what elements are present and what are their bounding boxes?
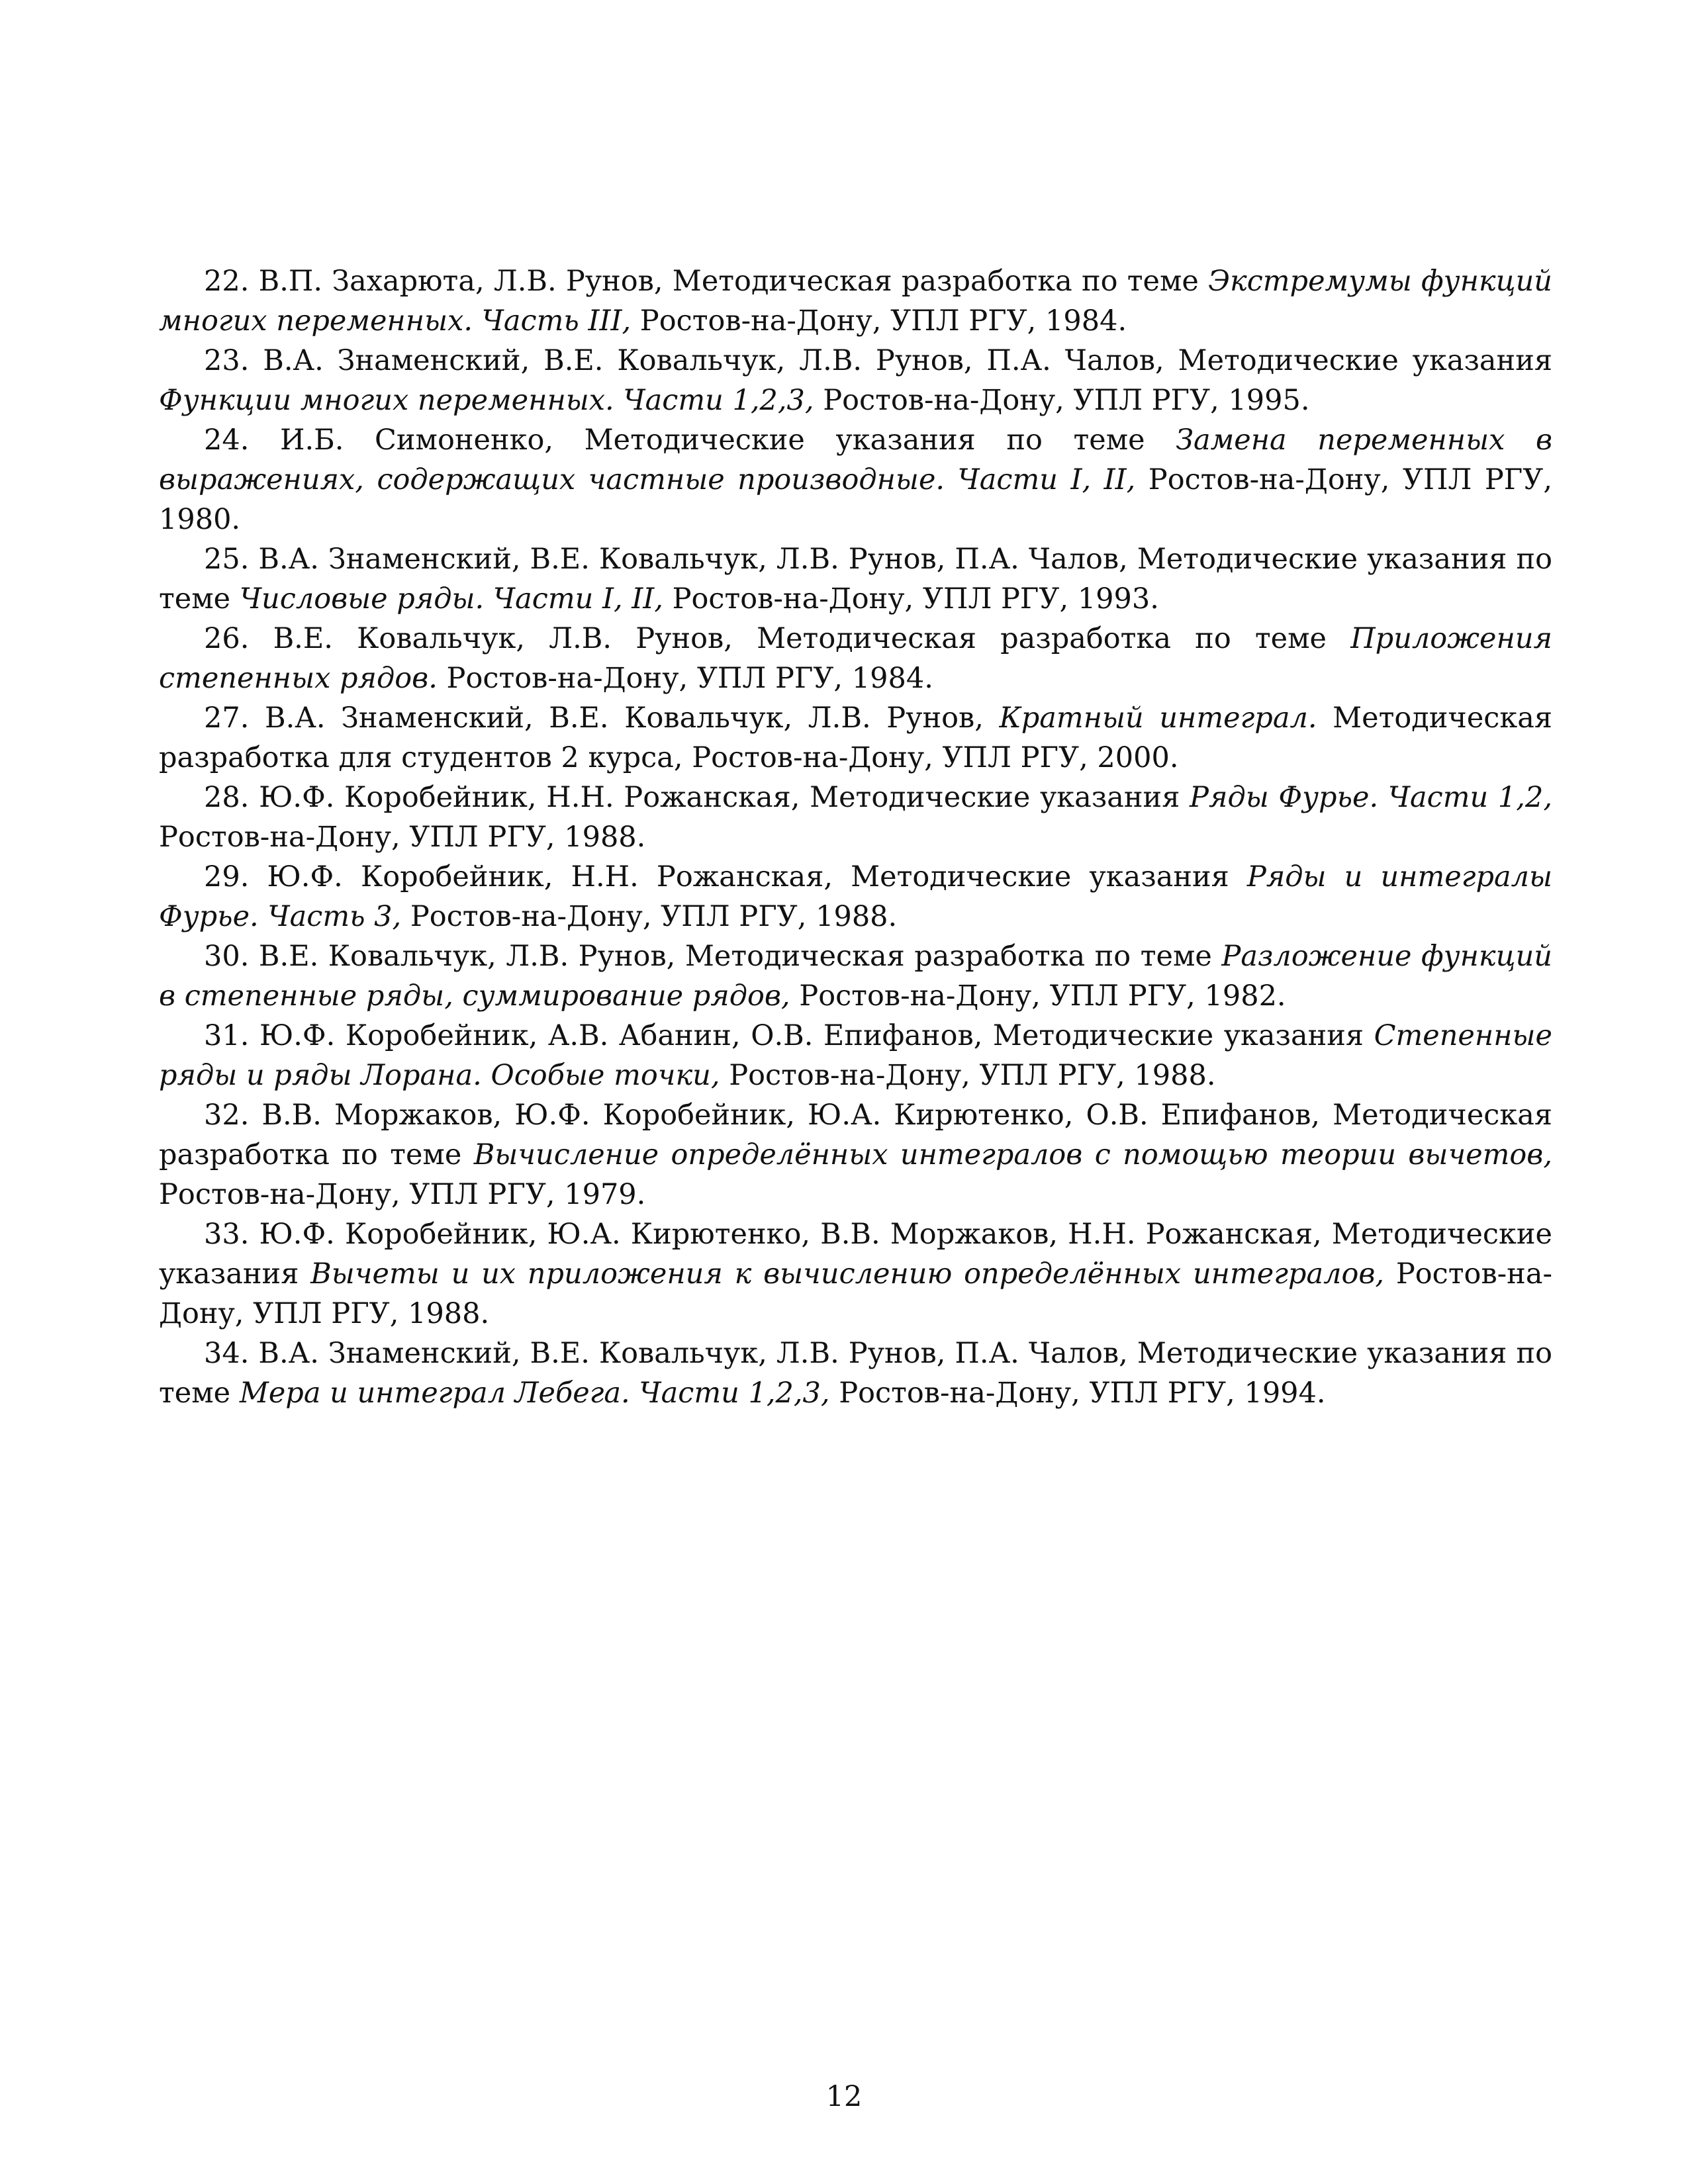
reference-authors: В.Е. Ковальчук, Л.В. Рунов, Методическая разработка по теме <box>249 940 1222 973</box>
reference-publisher: Ростов-на-Дону, УПЛ РГУ, 1982. <box>790 979 1286 1013</box>
reference-number: 33. <box>204 1218 250 1251</box>
reference-title: Ряды Фурье. Части 1,2, <box>1190 781 1552 814</box>
reference-title: Числовые ряды. Части I, II, <box>239 582 663 615</box>
reference-item-28 <box>159 778 1552 857</box>
reference-title: Вычисление определённых интегралов с помощью теории вычетов, <box>473 1138 1552 1171</box>
reference-publisher: Ростов-на-Дону, УПЛ РГУ, 1993. <box>663 582 1159 615</box>
reference-authors: Ю.Ф. Коробейник, А.В. Абанин, О.В. Епифанов, Методические указания <box>249 1019 1374 1052</box>
reference-item-31 <box>159 1016 1552 1095</box>
reference-number: 29. <box>204 860 250 893</box>
reference-publisher: Ростов-на-Дону, УПЛ РГУ, 1984. <box>631 304 1127 338</box>
reference-authors: В.А. Знаменский, В.Е. Ковальчук, Л.В. Рунов, <box>249 702 1000 735</box>
reference-publisher: Ростов-на-Дону, УПЛ РГУ, 1994. <box>829 1377 1326 1410</box>
reference-authors: В.В. Моржаков, Ю.Ф. Коробейник, Ю.А. Кирютенко, О.В. Епифанов, Методическая разработка по теме <box>159 1099 1552 1171</box>
reference-publisher: Ростов-на-Дону, УПЛ РГУ, 1984. <box>437 662 933 695</box>
reference-number: 24. <box>204 424 250 457</box>
reference-title: Мера и интеграл Лебега. Части 1,2,3, <box>239 1377 830 1410</box>
reference-authors: В.Е. Ковальчук, Л.В. Рунов, Методическая разработка по теме <box>249 622 1351 655</box>
reference-number: 32. <box>204 1099 250 1132</box>
reference-number: 28. <box>204 781 250 814</box>
reference-item-25 <box>159 539 1552 619</box>
reference-authors: В.А. Знаменский, В.Е. Ковальчук, Л.В. Рунов, П.А. Чалов, Методические указания по теме <box>159 543 1552 615</box>
reference-publisher: Методическая разработка для студентов 2 курса, Ростов-на-Дону, УПЛ РГУ, 2000. <box>159 702 1553 774</box>
reference-title: Степенные ряды и ряды Лорана. Особые точки, <box>159 1019 1552 1092</box>
reference-item-33 <box>159 1214 1552 1334</box>
reference-title: Кратный интеграл. <box>999 702 1317 735</box>
reference-number: 30. <box>204 940 250 973</box>
reference-number: 23. <box>204 344 250 377</box>
reference-number: 34. <box>204 1337 250 1370</box>
reference-authors: В.П. Захарюта, Л.В. Рунов, Методическая разработка по теме <box>249 265 1209 298</box>
reference-publisher: Ростов-на-Дону, УПЛ РГУ, 1995. <box>814 384 1310 417</box>
reference-authors: Ю.Ф. Коробейник, Ю.А. Кирютенко, В.В. Моржаков, Н.Н. Рожанская, Методические указания <box>159 1218 1552 1291</box>
reference-title: Приложения степенных рядов. <box>159 622 1552 695</box>
reference-title: Функции многих переменных. Части 1,2,3, <box>159 384 814 417</box>
reference-number: 31. <box>204 1019 250 1052</box>
reference-title: Ряды и интегралы Фурье. Часть 3, <box>159 860 1553 933</box>
reference-publisher: Ростов-на-Дону, УПЛ РГУ, 1988. <box>159 821 646 854</box>
reference-item-27 <box>159 698 1552 778</box>
page-number: 12 <box>825 2080 863 2113</box>
reference-number: 27. <box>204 702 250 735</box>
reference-item-23 <box>159 341 1552 420</box>
reference-title: Вычеты и их приложения к вычислению определённых интегралов, <box>310 1257 1385 1291</box>
reference-number: 26. <box>204 622 250 655</box>
reference-list <box>159 261 1552 1413</box>
reference-publisher: Ростов-на-Дону, УПЛ РГУ, 1980. <box>159 463 1552 536</box>
reference-item-32 <box>159 1095 1552 1214</box>
reference-authors: Ю.Ф. Коробейник, Н.Н. Рожанская, Методические указания <box>249 860 1247 893</box>
reference-item-29 <box>159 857 1552 936</box>
reference-title: Разложение функций в степенные ряды, суммирование рядов, <box>159 940 1552 1013</box>
reference-title: Экстремумы функций многих переменных. Часть III, <box>159 265 1553 338</box>
reference-number: 22. <box>204 265 250 298</box>
reference-item-24 <box>159 420 1552 539</box>
reference-item-22 <box>159 261 1552 341</box>
reference-authors: Ю.Ф. Коробейник, Н.Н. Рожанская, Методические указания <box>249 781 1190 814</box>
reference-item-30 <box>159 936 1552 1016</box>
reference-authors: В.А. Знаменский, В.Е. Ковальчук, Л.В. Рунов, П.А. Чалов, Методические указания <box>249 344 1552 377</box>
reference-authors: В.А. Знаменский, В.Е. Ковальчук, Л.В. Рунов, П.А. Чалов, Методические указания по теме <box>159 1337 1552 1410</box>
reference-title: Замена переменных в выражениях, содержащих частные производные. Части I, II, <box>159 424 1552 496</box>
reference-authors: И.Б. Симоненко, Методические указания по теме <box>249 424 1176 457</box>
reference-number: 25. <box>204 543 250 576</box>
reference-publisher: Ростов-на-Дону, УПЛ РГУ, 1988. <box>159 1257 1553 1330</box>
reference-publisher: Ростов-на-Дону, УПЛ РГУ, 1979. <box>159 1178 646 1211</box>
reference-publisher: Ростов-на-Дону, УПЛ РГУ, 1988. <box>720 1059 1216 1092</box>
reference-item-26 <box>159 619 1552 698</box>
reference-publisher: Ростов-на-Дону, УПЛ РГУ, 1988. <box>401 900 898 933</box>
reference-item-34 <box>159 1334 1552 1413</box>
